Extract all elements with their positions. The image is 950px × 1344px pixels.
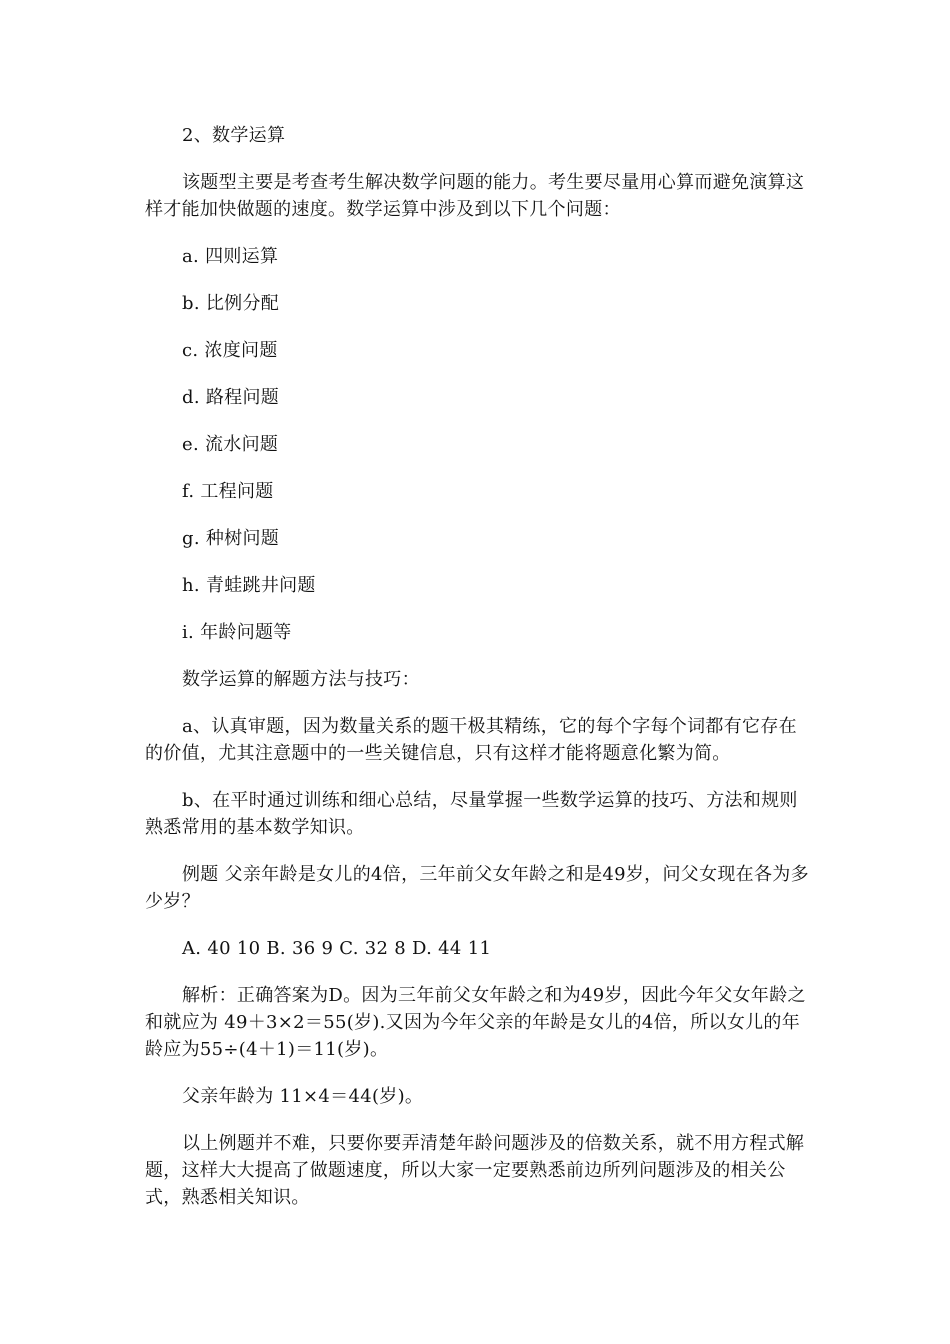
document-body	[145, 122, 810, 1231]
topic-item: i. 年龄问题等	[182, 622, 292, 643]
section-heading: 2、数学运算	[182, 125, 286, 146]
topic-item: b. 比例分配	[182, 293, 280, 314]
father-age-line: 父亲年龄为 11×4＝44(岁)。	[182, 1086, 424, 1107]
example-options: A. 40 10 B. 36 9 C. 32 8 D. 44 11	[182, 938, 492, 959]
topic-item: d. 路程问题	[182, 387, 280, 408]
topic-item: c. 浓度问题	[182, 340, 278, 361]
topic-item: e. 流水问题	[182, 434, 279, 455]
methods-title: 数学运算的解题方法与技巧：	[182, 669, 420, 690]
topic-item: h. 青蛙跳井问题	[182, 575, 316, 596]
method-a-paragraph: a、认真审题，因为数量关系的题干极其精练，它的每个字每个词都有它存在的价值，尤其注意题中的一些关键信息，只有这样才能将题意化繁为简。	[145, 716, 797, 764]
analysis-paragraph: 解析：正确答案为D。因为三年前父女年龄之和为49岁，因此今年父女年龄之和就应为 49＋3×2＝55(岁).又因为今年父亲的年龄是女儿的4倍，所以女儿的年龄应为55÷(4＋1)＝11(岁)。	[145, 985, 806, 1060]
example-question: 例题 父亲年龄是女儿的4倍，三年前父女年龄之和是49岁，问父女现在各为多少岁？	[145, 864, 809, 912]
method-b-paragraph: b、在平时通过训练和细心总结，尽量掌握一些数学运算的技巧、方法和规则熟悉常用的基本数学知识。	[145, 790, 798, 838]
topic-item: g. 种树问题	[182, 528, 280, 549]
conclusion-paragraph: 以上例题并不难，只要你要弄清楚年龄问题涉及的倍数关系，就不用方程式解题，这样大大提高了做题速度，所以大家一定要熟悉前边所列问题涉及的相关公式，熟悉相关知识。	[145, 1133, 805, 1208]
intro-paragraph: 该题型主要是考查考生解决数学问题的能力。考生要尽量用心算而避免演算这样才能加快做题的速度。数学运算中涉及到以下几个问题：	[145, 172, 805, 220]
topic-item: a. 四则运算	[182, 246, 279, 267]
topic-item: f. 工程问题	[182, 481, 274, 502]
